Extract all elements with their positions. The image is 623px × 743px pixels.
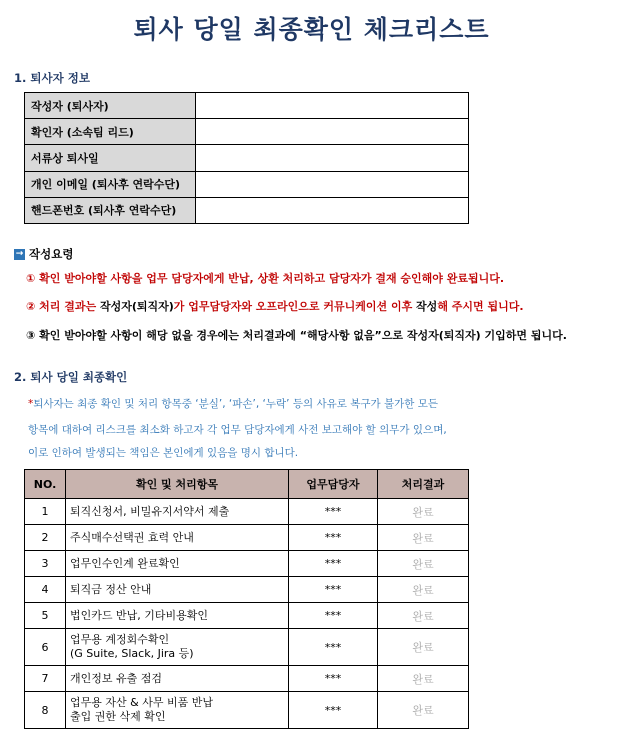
row-item-line1: 주식매수선택권 효력 안내	[70, 530, 194, 544]
info-label: 서류상 퇴사일	[25, 145, 196, 171]
row-no: 5	[25, 603, 66, 629]
row-item	[66, 551, 289, 577]
guide-item-3: ③ 확인 받아야할 사항이 해당 없을 경우에는 처리결과에 “해당사항 없음”으로 작성자(퇴직자) 기입하면 됩니다.	[26, 329, 567, 342]
arrow-right-icon: →	[15, 248, 24, 259]
section2-heading: 2. 퇴사 당일 최종확인	[14, 370, 128, 384]
guide-item-2-part-e: 해 주시면 됩니다.	[437, 300, 524, 313]
info-value-field[interactable]	[196, 119, 469, 145]
table-row	[25, 577, 469, 603]
row-manager: ***	[289, 692, 378, 729]
row-item-line1: 업무인수인계 완료확인	[70, 556, 180, 570]
guide-heading	[14, 246, 73, 262]
info-row	[25, 145, 469, 171]
table-header-row	[25, 470, 469, 499]
row-manager: ***	[289, 499, 378, 525]
guide-item-2-part-b: 작성자(퇴직자)	[99, 300, 174, 313]
guide-item-1: ① 확인 받아야할 사항을 업무 담당자에게 반납, 상환 처리하고 담당자가 결재 승인해야 완료됩니다.	[26, 272, 505, 285]
row-item-line2: 출입 권한 삭제 확인	[70, 710, 166, 723]
row-manager: ***	[289, 551, 378, 577]
header-manager: 업무담당자	[289, 470, 378, 499]
row-no: 4	[25, 577, 66, 603]
info-value-field[interactable]	[196, 171, 469, 197]
row-result-field[interactable]: 완료	[378, 666, 469, 692]
row-manager: ***	[289, 525, 378, 551]
row-manager: ***	[289, 666, 378, 692]
row-item	[66, 603, 289, 629]
row-no: 6	[25, 629, 66, 666]
header-no: NO.	[25, 470, 66, 499]
info-row	[25, 93, 469, 119]
table-row	[25, 525, 469, 551]
row-no: 8	[25, 692, 66, 729]
table-row	[25, 692, 469, 729]
final-checklist-table	[24, 469, 469, 729]
row-result-field[interactable]: 완료	[378, 692, 469, 729]
table-row	[25, 603, 469, 629]
row-item	[66, 577, 289, 603]
notice-line-3: 이로 인하여 발생되는 책임은 본인에게 있음을 명시 합니다.	[28, 447, 299, 459]
info-label: 핸드폰번호 (퇴사후 연락수단)	[25, 197, 196, 223]
info-value-field[interactable]	[196, 93, 469, 119]
row-result-field[interactable]: 완료	[378, 499, 469, 525]
row-no: 1	[25, 499, 66, 525]
row-item	[66, 629, 289, 666]
header-item: 확인 및 처리항목	[66, 470, 289, 499]
row-item	[66, 666, 289, 692]
row-manager: ***	[289, 603, 378, 629]
info-row	[25, 119, 469, 145]
row-item-line2: (G Suite, Slack, Jira 등)	[70, 647, 194, 660]
header-result: 처리결과	[378, 470, 469, 499]
row-result-field[interactable]: 완료	[378, 629, 469, 666]
notice-line-1	[28, 396, 438, 411]
guide-item-2-part-d: 작성	[416, 300, 438, 313]
row-item-line1: 퇴직신청서, 비밀유지서약서 제출	[70, 504, 230, 518]
table-row	[25, 666, 469, 692]
row-no: 3	[25, 551, 66, 577]
row-item-line1: 업무용 계정회수확인	[70, 633, 170, 646]
row-item	[66, 692, 289, 729]
row-item-line1: 업무용 자산 & 사무 비품 반납	[70, 696, 213, 709]
row-result-field[interactable]: 완료	[378, 551, 469, 577]
row-manager: ***	[289, 629, 378, 666]
table-row	[25, 499, 469, 525]
row-item	[66, 525, 289, 551]
table-row	[25, 629, 469, 666]
guide-item-2-part-a: ② 처리 결과는	[26, 300, 100, 313]
section1-heading: 1. 퇴사자 정보	[14, 71, 90, 85]
employee-info-table	[24, 92, 469, 224]
info-label: 확인자 (소속팀 리드)	[25, 119, 196, 145]
table-row	[25, 551, 469, 577]
notice-line-2: 항목에 대하여 리스크를 최소화 하고자 각 업무 담당자에게 사전 보고해야 할 의무가 있으며,	[28, 424, 447, 436]
row-result-field[interactable]: 완료	[378, 525, 469, 551]
row-item	[66, 499, 289, 525]
page-title: 퇴사 당일 최종확인 체크리스트	[133, 15, 490, 44]
info-value-field[interactable]	[196, 197, 469, 223]
guide-item-2	[26, 298, 524, 314]
row-result-field[interactable]: 완료	[378, 577, 469, 603]
row-no: 7	[25, 666, 66, 692]
info-label: 개인 이메일 (퇴사후 연락수단)	[25, 171, 196, 197]
notice-asterisk: *	[28, 398, 34, 410]
guide-item-2-part-c: 가 업무담당자와 오프라인으로 커뮤니케이션 이후	[173, 300, 417, 313]
guide-heading-label: 작성요령	[29, 247, 74, 261]
row-item-line1: 법인카드 반납, 기타비용확인	[70, 608, 209, 622]
row-no: 2	[25, 525, 66, 551]
notice-text-1: 퇴사자는 최종 확인 및 처리 항목중 ‘분실’, ‘파손’, ‘누락’ 등의 사유로 복구가 불가한 모든	[33, 398, 439, 410]
row-item-line1: 퇴직금 정산 안내	[70, 582, 152, 596]
row-result-field[interactable]: 완료	[378, 603, 469, 629]
info-value-field[interactable]	[196, 145, 469, 171]
row-item-line1: 개인정보 유출 점검	[70, 671, 163, 685]
info-label: 작성자 (퇴사자)	[25, 93, 196, 119]
row-manager: ***	[289, 577, 378, 603]
info-row	[25, 197, 469, 223]
info-row	[25, 171, 469, 197]
